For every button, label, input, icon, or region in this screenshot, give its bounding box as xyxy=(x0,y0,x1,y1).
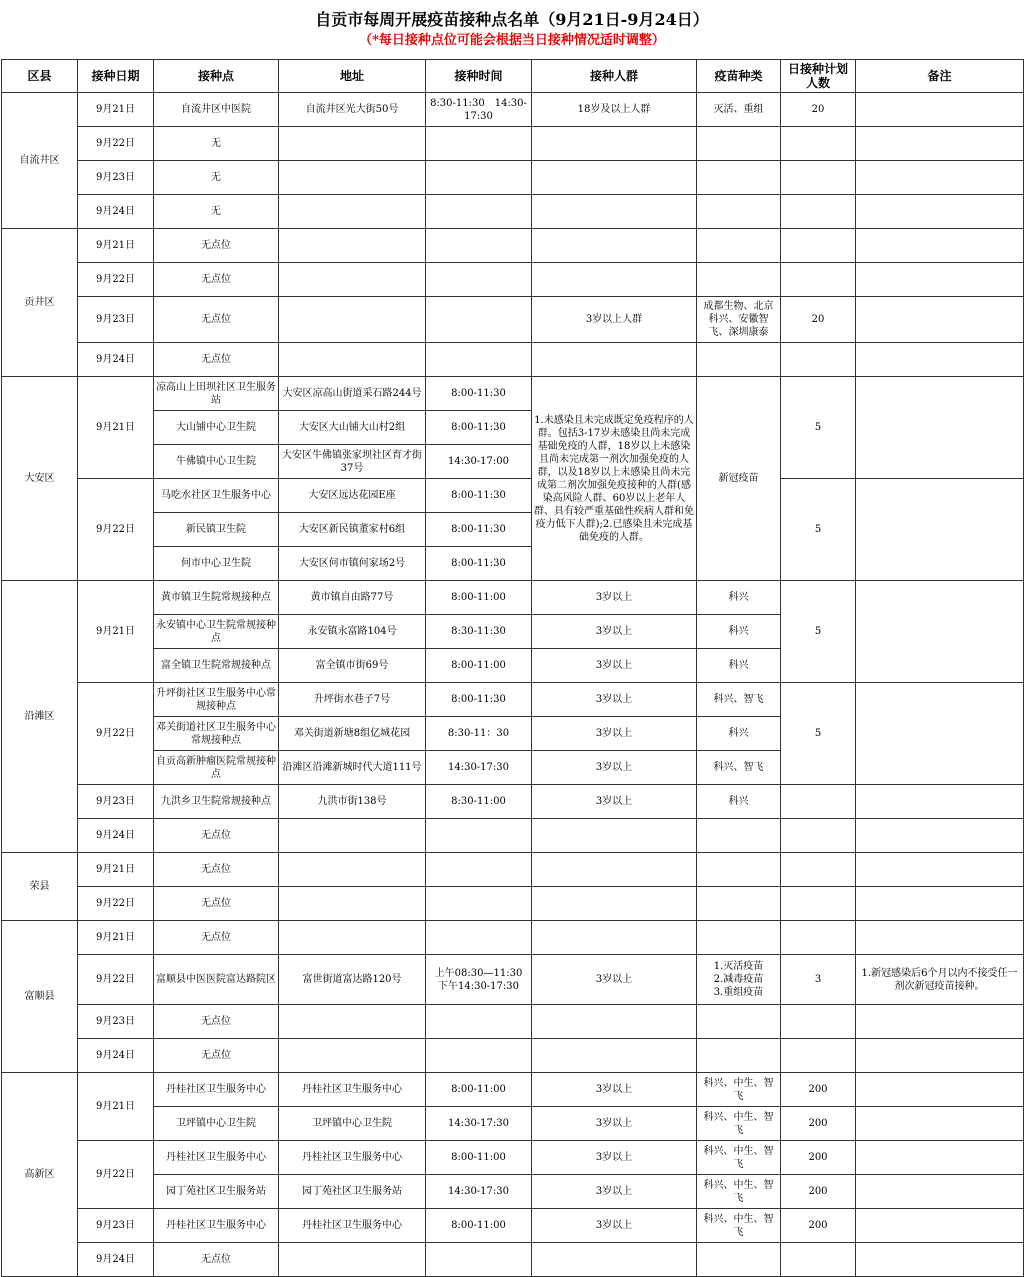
plan-cell: 200 xyxy=(781,1073,856,1107)
date-cell: 9月22日 xyxy=(78,263,154,297)
table-row xyxy=(2,683,1024,717)
site-cell: 丹桂社区卫生服务中心 xyxy=(154,1209,279,1243)
table-row xyxy=(2,1005,1024,1039)
vaccine-cell: 科兴、中生、智飞 xyxy=(697,1209,781,1243)
site-cell: 无点位 xyxy=(154,229,279,263)
vaccine-cell: 科兴 xyxy=(697,717,781,751)
date-cell: 9月22日 xyxy=(78,683,154,785)
site-cell: 丹桂社区卫生服务中心 xyxy=(154,1141,279,1175)
site-cell: 无点位 xyxy=(154,819,279,853)
note-cell xyxy=(856,581,1024,683)
site-cell: 无点位 xyxy=(154,853,279,887)
plan-cell: 20 xyxy=(781,297,856,343)
site-cell: 丹桂社区卫生服务中心 xyxy=(154,1073,279,1107)
header-crowd: 接种人群 xyxy=(532,60,697,93)
crowd-cell: 3岁以上 xyxy=(532,1175,697,1209)
site-cell: 升坪街社区卫生服务中心常规接种点 xyxy=(154,683,279,717)
site-cell: 邓关街道社区卫生服务中心常规接种点 xyxy=(154,717,279,751)
time-cell: 8:00-11:30 xyxy=(426,479,532,513)
table-row xyxy=(2,819,1024,853)
date-cell: 9月23日 xyxy=(78,161,154,195)
header-plan: 日接种计划人数 xyxy=(781,60,856,93)
site-cell: 无点位 xyxy=(154,263,279,297)
table-row xyxy=(2,1107,1024,1141)
date-cell: 9月22日 xyxy=(78,479,154,581)
site-cell: 无 xyxy=(154,127,279,161)
time-cell: 14:30-17:00 xyxy=(426,445,532,479)
table-row xyxy=(2,161,1024,195)
address-cell: 丹桂社区卫生服务中心 xyxy=(279,1209,426,1243)
address-cell: 富世街道富达路120号 xyxy=(279,955,426,1005)
table-row xyxy=(2,229,1024,263)
site-cell: 无 xyxy=(154,195,279,229)
table-row xyxy=(2,1209,1024,1243)
header-district: 区县 xyxy=(2,60,78,93)
schedule-table xyxy=(1,59,1024,1277)
time-cell: 14:30-17:30 xyxy=(426,751,532,785)
table-row xyxy=(2,479,1024,513)
crowd-cell: 3岁以上 xyxy=(532,751,697,785)
date-cell: 9月21日 xyxy=(78,93,154,127)
site-cell: 园丁苑社区卫生服务站 xyxy=(154,1175,279,1209)
crowd-cell: 3岁以上 xyxy=(532,615,697,649)
address-cell: 邓关街道新塘8组亿城花园 xyxy=(279,717,426,751)
date-cell: 9月24日 xyxy=(78,195,154,229)
address-cell: 九洪市街138号 xyxy=(279,785,426,819)
date-cell: 9月22日 xyxy=(78,127,154,161)
address-cell: 黄市镇自由路77号 xyxy=(279,581,426,615)
table-row xyxy=(2,297,1024,343)
vaccine-cell: 新冠疫苗 xyxy=(697,377,781,581)
site-cell: 无 xyxy=(154,161,279,195)
site-cell: 九洪乡卫生院常规接种点 xyxy=(154,785,279,819)
site-cell: 无点位 xyxy=(154,343,279,377)
plan-cell: 200 xyxy=(781,1141,856,1175)
site-cell: 富顺县中医医院富达路院区 xyxy=(154,955,279,1005)
address-cell: 升坪街水巷子7号 xyxy=(279,683,426,717)
address-cell: 丹桂社区卫生服务中心 xyxy=(279,1141,426,1175)
table-row xyxy=(2,1141,1024,1175)
note-cell xyxy=(856,377,1024,479)
time-cell: 8:00-11:00 xyxy=(426,1141,532,1175)
date-cell: 9月21日 xyxy=(78,377,154,479)
site-cell: 新民镇卫生院 xyxy=(154,513,279,547)
plan-cell: 200 xyxy=(781,1107,856,1141)
site-cell: 永安镇中心卫生院常规接种点 xyxy=(154,615,279,649)
vaccine-cell: 科兴、中生、智飞 xyxy=(697,1175,781,1209)
vaccine-cell: 科兴、中生、智飞 xyxy=(697,1073,781,1107)
crowd-cell: 3岁以上 xyxy=(532,1141,697,1175)
time-cell: 8:30-11:30 14:30-17:30 xyxy=(426,93,532,127)
crowd-cell: 1.未感染且未完成既定免疫程序的人群。包括3-17岁未感染且尚未完成基础免疫的人群，18岁以上未感染且尚未完成第一剂次加强免疫的人群，以及18岁以上未感染且尚未完成第二剂次加强免疫接种的人群(感染高风险人群、60岁以上老年人群、具有较严重基础性疾病人群和免疫力低下人群);2.已感染且未完成基础免疫的人群。 xyxy=(532,377,697,581)
district-cell: 荣县 xyxy=(2,853,78,921)
table-row xyxy=(2,263,1024,297)
site-cell: 大山铺中心卫生院 xyxy=(154,411,279,445)
district-cell: 富顺县 xyxy=(2,921,78,1073)
vaccine-cell: 科兴、智飞 xyxy=(697,683,781,717)
site-cell: 牛佛镇中心卫生院 xyxy=(154,445,279,479)
date-cell: 9月23日 xyxy=(78,1209,154,1243)
site-cell: 自流井区中医院 xyxy=(154,93,279,127)
address-cell: 卫坪镇中心卫生院 xyxy=(279,1107,426,1141)
table-row xyxy=(2,1039,1024,1073)
crowd-cell: 3岁以上 xyxy=(532,683,697,717)
site-cell: 凉高山上田坝社区卫生服务站 xyxy=(154,377,279,411)
table-row xyxy=(2,581,1024,615)
vaccine-cell: 成都生物、北京科兴、安徽智飞、深圳康泰 xyxy=(697,297,781,343)
table-row xyxy=(2,127,1024,161)
district-cell: 贡井区 xyxy=(2,229,78,377)
table-row xyxy=(2,1073,1024,1107)
crowd-cell: 18岁及以上人群 xyxy=(532,93,697,127)
header-site: 接种点 xyxy=(154,60,279,93)
vaccine-cell xyxy=(697,955,781,1005)
time-cell: 8:30-11：30 xyxy=(426,717,532,751)
address-cell: 大安区何市镇何家场2号 xyxy=(279,547,426,581)
district-cell: 沿滩区 xyxy=(2,581,78,853)
address-cell: 丹桂社区卫生服务中心 xyxy=(279,1073,426,1107)
date-cell: 9月22日 xyxy=(78,955,154,1005)
date-cell: 9月21日 xyxy=(78,921,154,955)
table-row xyxy=(2,195,1024,229)
table-row xyxy=(2,343,1024,377)
date-cell: 9月24日 xyxy=(78,1243,154,1277)
time-cell: 8:00-11:30 xyxy=(426,411,532,445)
plan-cell: 5 xyxy=(781,479,856,581)
address-cell: 富全镇市街69号 xyxy=(279,649,426,683)
district-cell: 大安区 xyxy=(2,377,78,581)
time-cell: 8:00-11:30 xyxy=(426,683,532,717)
table-row xyxy=(2,93,1024,127)
page-title: 自贡市每周开展疫苗接种点名单（9月21日-9月24日） xyxy=(315,10,709,29)
time-cell: 14:30-17:30 xyxy=(426,1107,532,1141)
header-date: 接种日期 xyxy=(78,60,154,93)
vaccine-cell: 科兴、中生、智飞 xyxy=(697,1107,781,1141)
vaccine-cell: 科兴、中生、智飞 xyxy=(697,1141,781,1175)
page-subtitle: （*每日接种点位可能会根据当日接种情况适时调整） xyxy=(359,33,665,48)
address-cell: 永安镇永富路104号 xyxy=(279,615,426,649)
date-cell: 9月22日 xyxy=(78,1141,154,1209)
time-cell: 8:00-11:30 xyxy=(426,377,532,411)
time-cell: 8:00-11:00 xyxy=(426,1073,532,1107)
note-cell xyxy=(856,479,1024,581)
date-cell: 9月21日 xyxy=(78,229,154,263)
table-row xyxy=(2,1243,1024,1277)
header-time: 接种时间 xyxy=(426,60,532,93)
district-cell: 自流井区 xyxy=(2,93,78,229)
vaccine-cell: 科兴、智飞 xyxy=(697,751,781,785)
site-cell: 富全镇卫生院常规接种点 xyxy=(154,649,279,683)
date-cell: 9月24日 xyxy=(78,343,154,377)
vaccine-cell: 科兴 xyxy=(697,649,781,683)
address-cell: 自流井区光大街50号 xyxy=(279,93,426,127)
date-cell: 9月21日 xyxy=(78,581,154,683)
site-cell: 卫坪镇中心卫生院 xyxy=(154,1107,279,1141)
header-note: 备注 xyxy=(856,60,1024,93)
plan-cell: 20 xyxy=(781,93,856,127)
plan-cell: 3 xyxy=(781,955,856,1005)
crowd-cell: 3岁以上 xyxy=(532,581,697,615)
date-cell: 9月23日 xyxy=(78,297,154,343)
date-cell: 9月22日 xyxy=(78,887,154,921)
site-cell: 马吃水社区卫生服务中心 xyxy=(154,479,279,513)
vaccine-line: 3.重组疫苗 xyxy=(713,987,764,998)
time-am: 上午08:30—11:30 xyxy=(434,967,523,979)
plan-cell: 200 xyxy=(781,1175,856,1209)
address-cell: 沿滩区沿滩新城时代大道111号 xyxy=(279,751,426,785)
table-row xyxy=(2,785,1024,819)
header-address: 地址 xyxy=(279,60,426,93)
site-cell: 无点位 xyxy=(154,921,279,955)
address-cell: 大安区牛佛镇张家坝社区育才街37号 xyxy=(279,445,426,479)
date-cell: 9月23日 xyxy=(78,1005,154,1039)
time-cell: 8:00-11:30 xyxy=(426,513,532,547)
crowd-cell: 3岁以上 xyxy=(532,649,697,683)
crowd-cell: 3岁以上 xyxy=(532,785,697,819)
site-cell: 无点位 xyxy=(154,1243,279,1277)
time-cell: 8:30-11:00 xyxy=(426,785,532,819)
table-row xyxy=(2,955,1024,1005)
plan-cell: 5 xyxy=(781,581,856,683)
date-cell: 9月21日 xyxy=(78,853,154,887)
vaccine-cell: 科兴 xyxy=(697,581,781,615)
plan-cell: 5 xyxy=(781,377,856,479)
crowd-cell: 3岁以上 xyxy=(532,717,697,751)
time-cell xyxy=(426,955,532,1005)
time-cell: 8:00-11:00 xyxy=(426,581,532,615)
header-row xyxy=(2,60,1024,93)
time-cell: 8:00-11:00 xyxy=(426,1209,532,1243)
address-cell: 大安区大山铺大山村2组 xyxy=(279,411,426,445)
vaccine-cell: 科兴 xyxy=(697,785,781,819)
date-cell: 9月24日 xyxy=(78,1039,154,1073)
crowd-cell: 3岁以上 xyxy=(532,1073,697,1107)
crowd-cell: 3岁以上 xyxy=(532,955,697,1005)
date-cell: 9月23日 xyxy=(78,785,154,819)
table-row xyxy=(2,853,1024,887)
address-cell: 大安区凉高山街道采石路244号 xyxy=(279,377,426,411)
address-cell: 园丁苑社区卫生服务站 xyxy=(279,1175,426,1209)
plan-cell: 5 xyxy=(781,683,856,785)
site-cell: 无点位 xyxy=(154,1005,279,1039)
vaccine-cell: 科兴 xyxy=(697,615,781,649)
time-pm: 下午14:30-17:30 xyxy=(437,980,519,992)
district-cell: 高新区 xyxy=(2,1073,78,1277)
note-cell xyxy=(856,683,1024,785)
site-cell: 无点位 xyxy=(154,1039,279,1073)
crowd-cell: 3岁以上 xyxy=(532,1107,697,1141)
vaccine-line: 1.灭活疫苗 xyxy=(713,961,764,972)
site-cell: 黄市镇卫生院常规接种点 xyxy=(154,581,279,615)
vaccine-line: 2.减毒疫苗 xyxy=(713,974,764,985)
site-cell: 何市中心卫生院 xyxy=(154,547,279,581)
time-cell: 8:30-11:30 xyxy=(426,615,532,649)
time-cell: 8:00-11:30 xyxy=(426,547,532,581)
site-cell: 无点位 xyxy=(154,297,279,343)
note-cell xyxy=(856,93,1024,127)
table-row xyxy=(2,887,1024,921)
address-cell: 大安区新民镇董家村6组 xyxy=(279,513,426,547)
address-cell: 大安区远达花园E座 xyxy=(279,479,426,513)
vaccine-cell: 灭活、重组 xyxy=(697,93,781,127)
site-cell: 自贡高新肿瘤医院常规接种点 xyxy=(154,751,279,785)
header-vaccine: 疫苗种类 xyxy=(697,60,781,93)
note-cell: 1.新冠感染后6个月以内不接受任一剂次新冠疫苗接种。 xyxy=(856,955,1024,1005)
time-cell: 14:30-17:30 xyxy=(426,1175,532,1209)
table-row xyxy=(2,377,1024,411)
time-cell: 8:00-11:00 xyxy=(426,649,532,683)
crowd-cell: 3岁以上 xyxy=(532,1209,697,1243)
crowd-cell: 3岁以上人群 xyxy=(532,297,697,343)
plan-cell: 200 xyxy=(781,1209,856,1243)
table-row xyxy=(2,1175,1024,1209)
date-cell: 9月24日 xyxy=(78,819,154,853)
date-cell: 9月21日 xyxy=(78,1073,154,1141)
site-cell: 无点位 xyxy=(154,887,279,921)
table-row xyxy=(2,921,1024,955)
